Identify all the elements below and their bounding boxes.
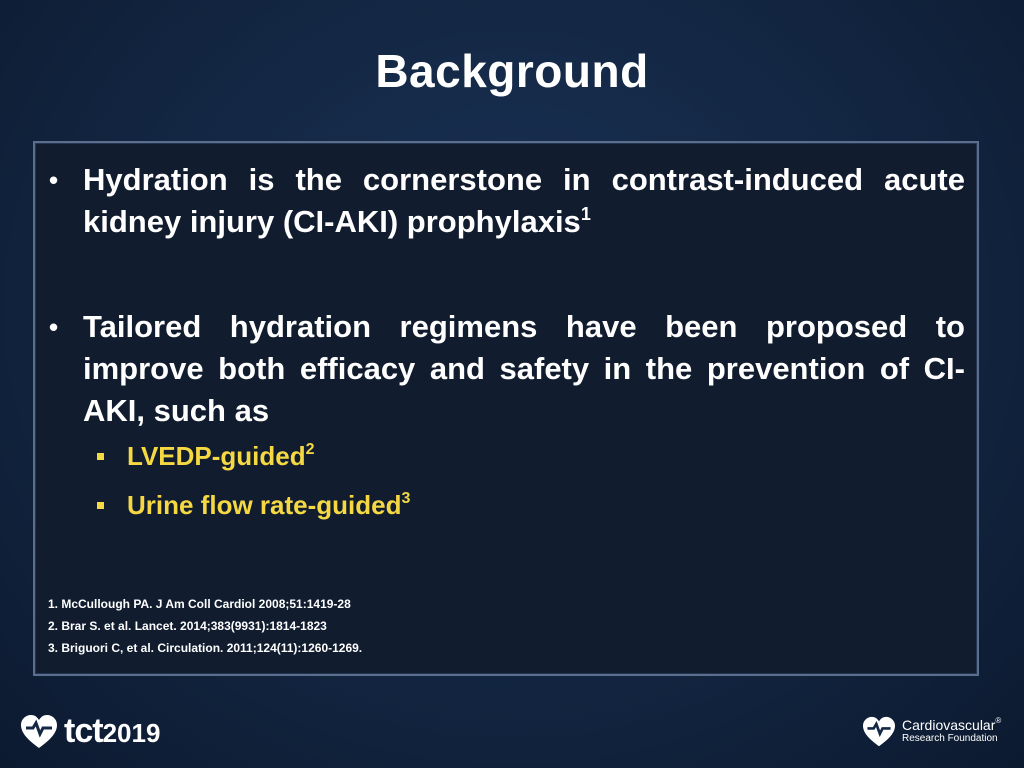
heart-logo-icon	[20, 714, 58, 750]
sub-bullet-item	[93, 440, 315, 472]
bullet-text: Hydration is the cornerstone in contrast-induced acute kidney injury (CI-AKI) prophylaxis$^1$	[83, 162, 965, 239]
content-panel	[33, 141, 979, 676]
sub-bullet-text: LVEDP-guided$^2$	[127, 441, 315, 471]
reference-item: 3. Briguori C, et al. Circulation. 2011;124(11):1260-1269.	[48, 641, 363, 655]
slide-title: Background	[375, 45, 649, 97]
bullet-item	[49, 159, 965, 243]
bullet-dot-icon: •	[49, 165, 59, 195]
crf-logo	[862, 716, 1001, 748]
reference-item: 2. Brar S. et al. Lancet. 2014;383(9931):1814-1823	[48, 619, 327, 633]
heart-logo-icon	[862, 716, 896, 748]
footnote-marker: 1	[580, 203, 591, 224]
tct-logo-text: tct2019	[64, 712, 161, 750]
bullet-text: Tailored hydration regimens have been proposed to improve both efficacy and safety in the prevention of CI-AKI, such as	[83, 309, 965, 428]
reference-item: 1. McCullough PA. J Am Coll Cardiol 2008;51:1419-28	[48, 597, 351, 611]
square-bullet-icon	[97, 453, 104, 460]
footnote-marker: 3	[401, 490, 411, 508]
footnote-marker: 2	[305, 441, 315, 459]
tct-logo	[20, 712, 160, 751]
square-bullet-icon	[97, 502, 104, 509]
bullet-item	[49, 306, 965, 432]
references	[48, 593, 362, 659]
crf-logo-text: Cardiovascular® Research Foundation	[902, 716, 1002, 744]
sub-bullet-text: Urine flow rate-guided$^3$	[127, 490, 411, 520]
sub-bullet-item	[93, 489, 410, 521]
bullet-dot-icon: •	[49, 312, 59, 342]
